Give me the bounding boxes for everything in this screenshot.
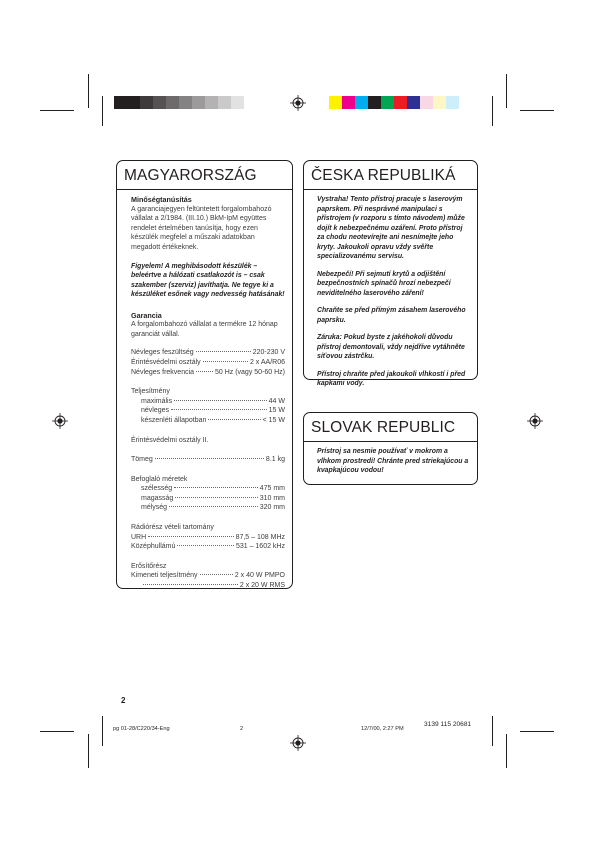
color-swatch	[342, 96, 355, 109]
color-swatch	[231, 96, 244, 109]
color-swatch	[329, 96, 342, 109]
radio-heading: Rádiórész vételi tartomány	[131, 524, 214, 532]
quality-heading: Minőségtanúsítás	[131, 195, 192, 204]
spec-row: Névleges feszültség 220-230 V	[131, 349, 285, 357]
crop-mark	[520, 110, 554, 111]
czech-paragraph: Chraňte se před přímým zásahem laserového paprsku.	[317, 307, 466, 324]
crop-mark	[520, 731, 554, 732]
color-swatch	[127, 96, 140, 109]
color-swatch	[368, 96, 381, 109]
czech-paragraph: Nebezpečí! Při sejmutí krytů a odjištění bezpečnostních spínačů hrozí nebezpečí neviditelného laserového záření!	[317, 270, 451, 297]
spec-row: URH 87,5 – 108 MHz	[131, 533, 285, 541]
protection-class: Érintésvédelmi osztály II.	[131, 436, 209, 444]
color-swatch	[153, 96, 166, 109]
color-swatch	[433, 96, 446, 109]
color-swatch	[446, 96, 459, 109]
footer-page: 2	[240, 726, 244, 732]
crop-mark	[102, 96, 103, 126]
crop-mark	[506, 734, 507, 768]
spec-row: szélesség 475 mm	[141, 485, 285, 493]
power-heading: Teljesítmény	[131, 388, 170, 396]
grayscale-color-bar	[114, 96, 244, 109]
crop-mark	[88, 734, 89, 768]
spec-row: Érintésvédelmi osztály 2 x AA/R06	[131, 358, 285, 366]
warning-text: Figyelem! A meghibásodott készülék – beleértve a hálózati csatlakozót is – csak szakember (szerviz) javíthatja. Ne tegye ki a készüléket esőnek vagy nedvesség hatásának!	[131, 262, 285, 299]
spec-row: Kimeneti teljesítmény 2 x 40 W PMPO	[131, 572, 285, 580]
process-color-bar	[329, 96, 459, 109]
color-swatch	[355, 96, 368, 109]
spec-row: Középhullámú 531 – 1602 kHz	[131, 543, 285, 551]
crop-mark	[40, 731, 74, 732]
registration-target-icon	[527, 413, 543, 429]
crop-mark	[88, 74, 89, 108]
color-swatch	[420, 96, 433, 109]
dimensions-heading: Befoglaló méretek	[131, 475, 188, 483]
spec-row: 2 x 20 W RMS	[131, 581, 285, 591]
color-swatch	[218, 96, 231, 109]
quality-text: A garanciajegyen feltüntetett forgalombahozó vállalat a 2/1984. (III.10.) BkM-IpM együttes rendelet értelmében tanúsítja, hogy ezen készülék megfelel a műszaki adatokban megadott értékeknek.	[131, 205, 272, 251]
registration-target-icon	[290, 95, 306, 111]
czech-paragraph: Přístroj chraňte před jakoukoli vlhkostí i před kapkami vody.	[317, 370, 466, 387]
crop-mark	[102, 716, 103, 746]
registration-target-icon	[52, 413, 68, 429]
registration-target-icon	[290, 735, 306, 751]
mass-row: Tömeg 8.1 kg	[131, 456, 285, 464]
czech-paragraph: Vystraha! Tento přístroj pracuje s laserovým paprskem. Při nesprávné manipulaci s přístrojem (v rozporu s tímto návodem) může dojít k nebezpečnému ozáření. Proto přístroj za chodu neotevírejte ani nesnímejte jeho kryty. Jakoukoli opravu vždy svěřte specializovanému servisu.	[317, 196, 465, 260]
section-title: MAGYARORSZÁG	[124, 167, 257, 184]
page-number: 2	[121, 696, 126, 705]
amplifier-heading: Erősítőrész	[131, 562, 167, 570]
crop-mark	[492, 96, 493, 126]
warranty-text: A forgalombahozó vállalat a termékre 12 hónap garanciát vállal.	[131, 321, 278, 338]
section-title: SLOVAK REPUBLIC	[311, 419, 456, 436]
spec-row: Névleges frekvencia 50 Hz (vagy 50-60 Hz)	[131, 368, 285, 376]
crop-mark	[492, 716, 493, 746]
slovak-paragraph: Prístroj sa nesmie používať v mokrom a vlhkom prostredí! Chránte pred striekajúcou a kvapkajúcou vodou!	[317, 448, 469, 474]
spec-row: maximális 44 W	[141, 397, 285, 405]
section-title: ČESKA REPUBLIKÁ	[311, 167, 456, 184]
color-swatch	[140, 96, 153, 109]
warranty-heading: Garancia	[131, 310, 162, 320]
color-swatch	[114, 96, 127, 109]
hungary-section	[116, 160, 293, 589]
color-swatch	[192, 96, 205, 109]
footer-file: pg 01-28/C220/34-Eng	[113, 726, 170, 732]
color-swatch	[381, 96, 394, 109]
slovak-section	[303, 412, 478, 485]
spec-row: névleges 15 W	[141, 407, 285, 415]
color-swatch	[407, 96, 420, 109]
color-swatch	[179, 96, 192, 109]
spec-row: készenléti állapotban < 15 W	[141, 416, 285, 424]
spec-row: mélység 320 mm	[141, 504, 285, 512]
czech-paragraph: Záruka: Pokud byste z jakéhokoli důvodu přístroj demontovali, vždy nejdříve vytáhněte síťovou zástrčku.	[317, 334, 465, 360]
crop-mark	[40, 110, 74, 111]
footer-datetime: 12/7/00, 2:27 PM	[361, 726, 404, 732]
color-swatch	[205, 96, 218, 109]
color-swatch	[394, 96, 407, 109]
czech-section	[303, 160, 478, 387]
color-swatch	[166, 96, 179, 109]
spec-row: magasság 310 mm	[141, 494, 285, 502]
crop-mark	[506, 74, 507, 108]
footer-code: 3139 115 20681	[424, 721, 472, 728]
